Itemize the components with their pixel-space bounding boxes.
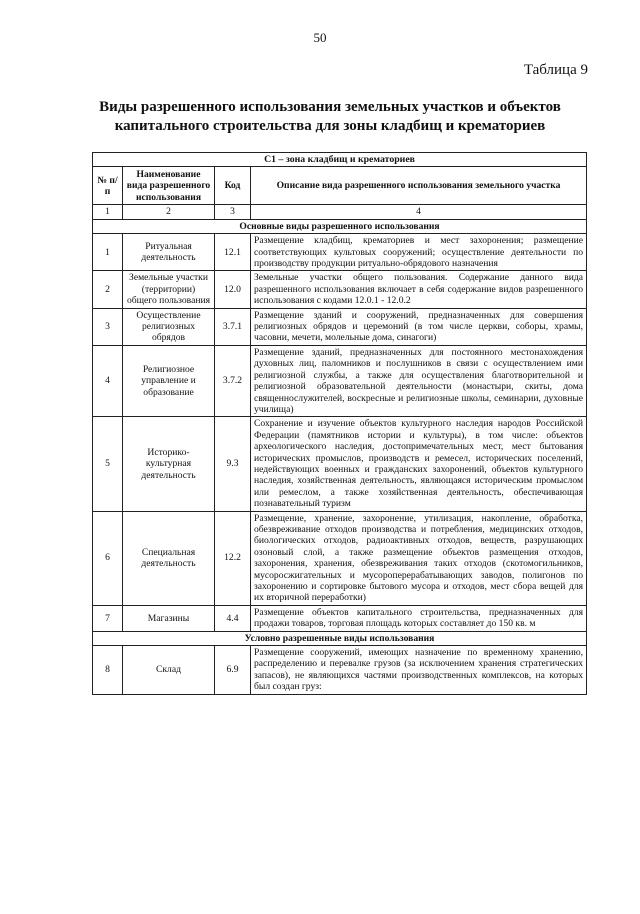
- document-title: [60, 98, 600, 136]
- row-code: 3.7.1: [215, 308, 251, 345]
- row-number: 8: [93, 646, 123, 695]
- row-number: 3: [93, 308, 123, 345]
- row-number: 4: [93, 345, 123, 416]
- row-name: Ритуальная деятельность: [123, 234, 215, 271]
- header-description: Описание вида разрешенного использования земельного участка: [251, 167, 587, 205]
- row-description: Размещение зданий, предназначенных для постоянного местонахождения духовных лиц, паломников и послушников в связи с осуществлением ими религиозной службы, а также для осуществления благотворительной и религиозной образовательной деятельности (монастыри, скиты, дома священнослужителей, воскресные и религиозные школы, семинарии, духовные училища): [251, 345, 587, 416]
- header-code: Код: [215, 167, 251, 205]
- row-code: 3.7.2: [215, 345, 251, 416]
- table-row: [93, 646, 587, 695]
- section-title: Основные виды разрешенного использования: [93, 219, 587, 233]
- row-code: 12.1: [215, 234, 251, 271]
- table-label: Таблица 9: [523, 62, 588, 78]
- column-number: 1: [93, 205, 123, 219]
- row-number: 7: [93, 605, 123, 631]
- row-number: 2: [93, 271, 123, 308]
- row-name: Осуществление религиозных обрядов: [123, 308, 215, 345]
- row-description: Земельные участки общего пользования. Содержание данного вида разрешенного использования включает в себя содержание видов разрешенного использования с кодами 12.0.1 - 12.0.2: [251, 271, 587, 308]
- table-row: [93, 605, 587, 631]
- row-number: 1: [93, 234, 123, 271]
- column-number: 4: [251, 205, 587, 219]
- table-row: [93, 345, 587, 416]
- row-name: Склад: [123, 646, 215, 695]
- title-line-2: капитального строительства для зоны кладбищ и крематориев: [114, 118, 546, 134]
- table-row: [93, 511, 587, 605]
- section-header-row: [93, 219, 587, 233]
- sections-body: [93, 219, 587, 694]
- header-name: Наименование вида разрешенного использования: [123, 167, 215, 205]
- row-name: Магазины: [123, 605, 215, 631]
- row-code: 12.0: [215, 271, 251, 308]
- row-code: 9.3: [215, 417, 251, 511]
- row-description: Размещение сооружений, имеющих назначение по временному хранению, распределению и перевалке грузов (за исключением хранения стратегических запасов), не являющихся частями производственных комплексов, на которых был создан груз:: [251, 646, 587, 695]
- row-name: Религиозное управление и образование: [123, 345, 215, 416]
- table-row: [93, 271, 587, 308]
- row-description: Размещение объектов капитального строительства, предназначенных для продажи товаров, торговая площадь которых составляет до 150 кв. м: [251, 605, 587, 631]
- land-use-table: [92, 152, 587, 695]
- header-num: № п/п: [93, 167, 123, 205]
- row-description: Сохранение и изучение объектов культурного наследия народов Российской Федерации (памятников истории и культуры), в том числе: объектов археологического наследия, достопримечательных мест, мест бытования исторических промыслов, производств и ремесел, исторических поселений, недействующих военных и гражданских захоронений, объектов культурного наследия, хозяйственная деятельность, являющаяся историческим промыслом или ремеслом, а также хозяйственная деятельность, обеспечивающая познавательный туризм: [251, 417, 587, 511]
- title-line-1: Виды разрешенного использования земельных участков и объектов: [99, 99, 561, 115]
- row-description: Размещение зданий и сооружений, предназначенных для совершения религиозных обрядов и церемоний (в том числе церкви, соборы, храмы, часовни, мечети, молельные дома, синагоги): [251, 308, 587, 345]
- row-name: Историко-культурная деятельность: [123, 417, 215, 511]
- row-description: Размещение кладбищ, крематориев и мест захоронения; размещение соответствующих культовых сооружений; осуществление деятельности по производству продукции ритуально-обрядового назначения: [251, 234, 587, 271]
- row-code: 6.9: [215, 646, 251, 695]
- row-number: 5: [93, 417, 123, 511]
- page-number: 50: [313, 30, 327, 45]
- table-row: [93, 234, 587, 271]
- table-row: [93, 417, 587, 511]
- column-number: 2: [123, 205, 215, 219]
- row-number: 6: [93, 511, 123, 605]
- row-code: 12.2: [215, 511, 251, 605]
- table-row: [93, 308, 587, 345]
- row-description: Размещение, хранение, захоронение, утилизация, накопление, обработка, обезвреживание отходов производства и потребления, медицинских отходов, биологических отходов, радиоактивных отходов, веществ, разрушающих озоновый слой, а также размещение объектов размещения отходов, захоронения, хранения, обезвреживания таких отходов (скотомогильников, мусоросжигательных и мусороперерабатывающих заводов, полигонов по захоронению и сортировке бытового мусора и отходов, мест сбора вещей для их вторичной переработки): [251, 511, 587, 605]
- zone-title: С1 – зона кладбищ и крематориев: [93, 153, 587, 167]
- section-header-row: [93, 631, 587, 645]
- section-title: Условно разрешенные виды использования: [93, 631, 587, 645]
- row-name: Земельные участки (территории) общего пользования: [123, 271, 215, 308]
- row-name: Специальная деятельность: [123, 511, 215, 605]
- row-code: 4.4: [215, 605, 251, 631]
- column-number: 3: [215, 205, 251, 219]
